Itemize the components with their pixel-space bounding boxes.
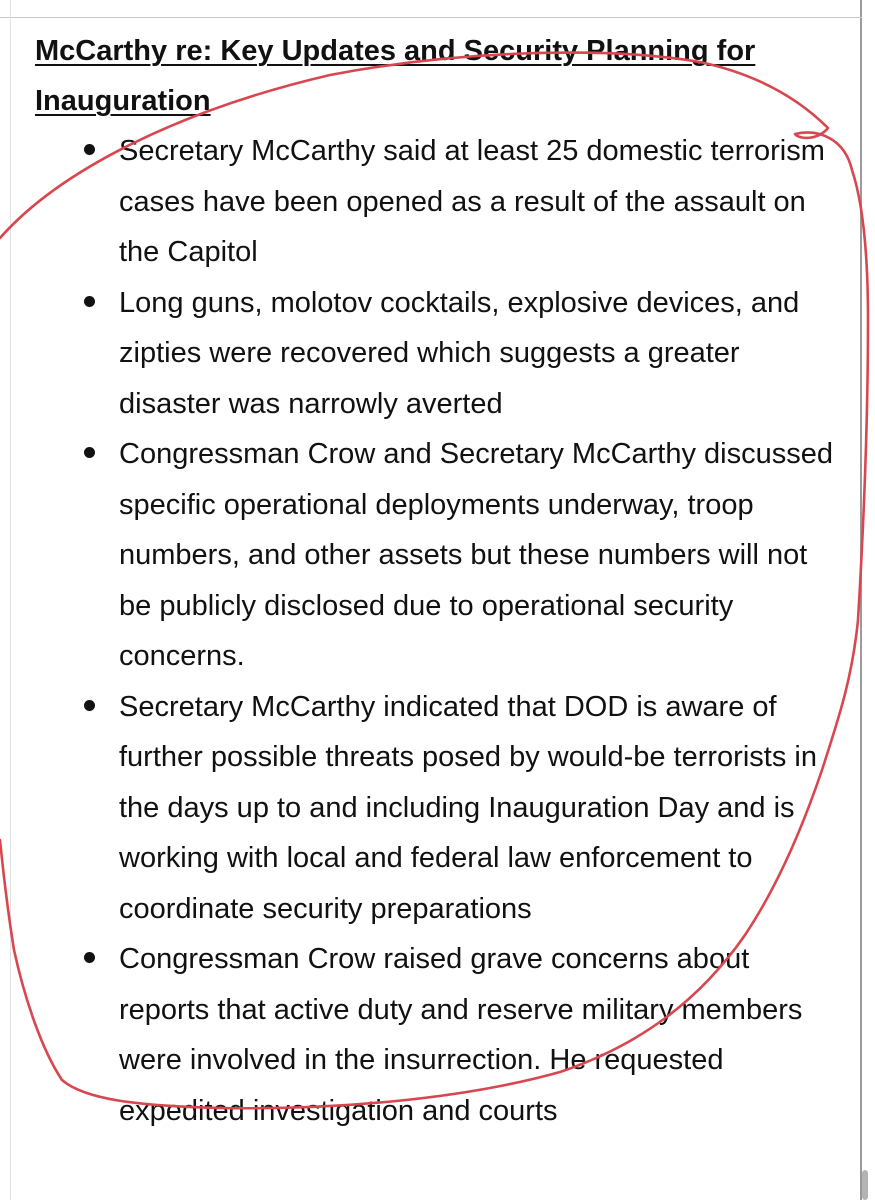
bullet-text: Long guns, molotov cocktails, explosive devices, and zipties were recovered which suggests a greater disaster was narrowly averted	[119, 286, 800, 420]
bullet-item	[35, 934, 845, 1136]
bullet-list	[35, 126, 845, 1136]
bullet-icon	[84, 700, 95, 711]
bullet-icon	[84, 144, 95, 155]
section-heading: McCarthy re: Key Updates and Security Planning for Inauguration	[35, 35, 756, 117]
bullet-text: Congressman Crow and Secretary McCarthy discussed specific operational deployments underway, troop numbers, and other assets but these numbers will not be publicly disclosed due to operational security concerns.	[119, 438, 833, 672]
left-divider	[10, 0, 11, 1200]
bullet-item	[35, 278, 845, 430]
bullet-text: Congressman Crow raised grave concerns about reports that active duty and reserve military members were involved in the insurrection. He requested expedited investigation and courts	[119, 943, 803, 1127]
bullet-item	[35, 429, 845, 682]
bullet-icon	[84, 447, 95, 458]
scrollbar-thumb[interactable]	[862, 1170, 868, 1200]
bullet-icon	[84, 296, 95, 307]
bullet-item	[35, 126, 845, 278]
top-divider	[0, 17, 862, 18]
document-body	[35, 26, 845, 1136]
bullet-text: Secretary McCarthy said at least 25 domestic terrorism cases have been opened as a result of the assault on the Capitol	[119, 135, 825, 268]
bullet-icon	[84, 952, 95, 963]
bullet-text: Secretary McCarthy indicated that DOD is aware of further possible threats posed by would-be terrorists in the days up to and including Inauguration Day and is working with local and federal law enforcement to coordinate security preparations	[119, 690, 817, 925]
bullet-item	[35, 682, 845, 935]
